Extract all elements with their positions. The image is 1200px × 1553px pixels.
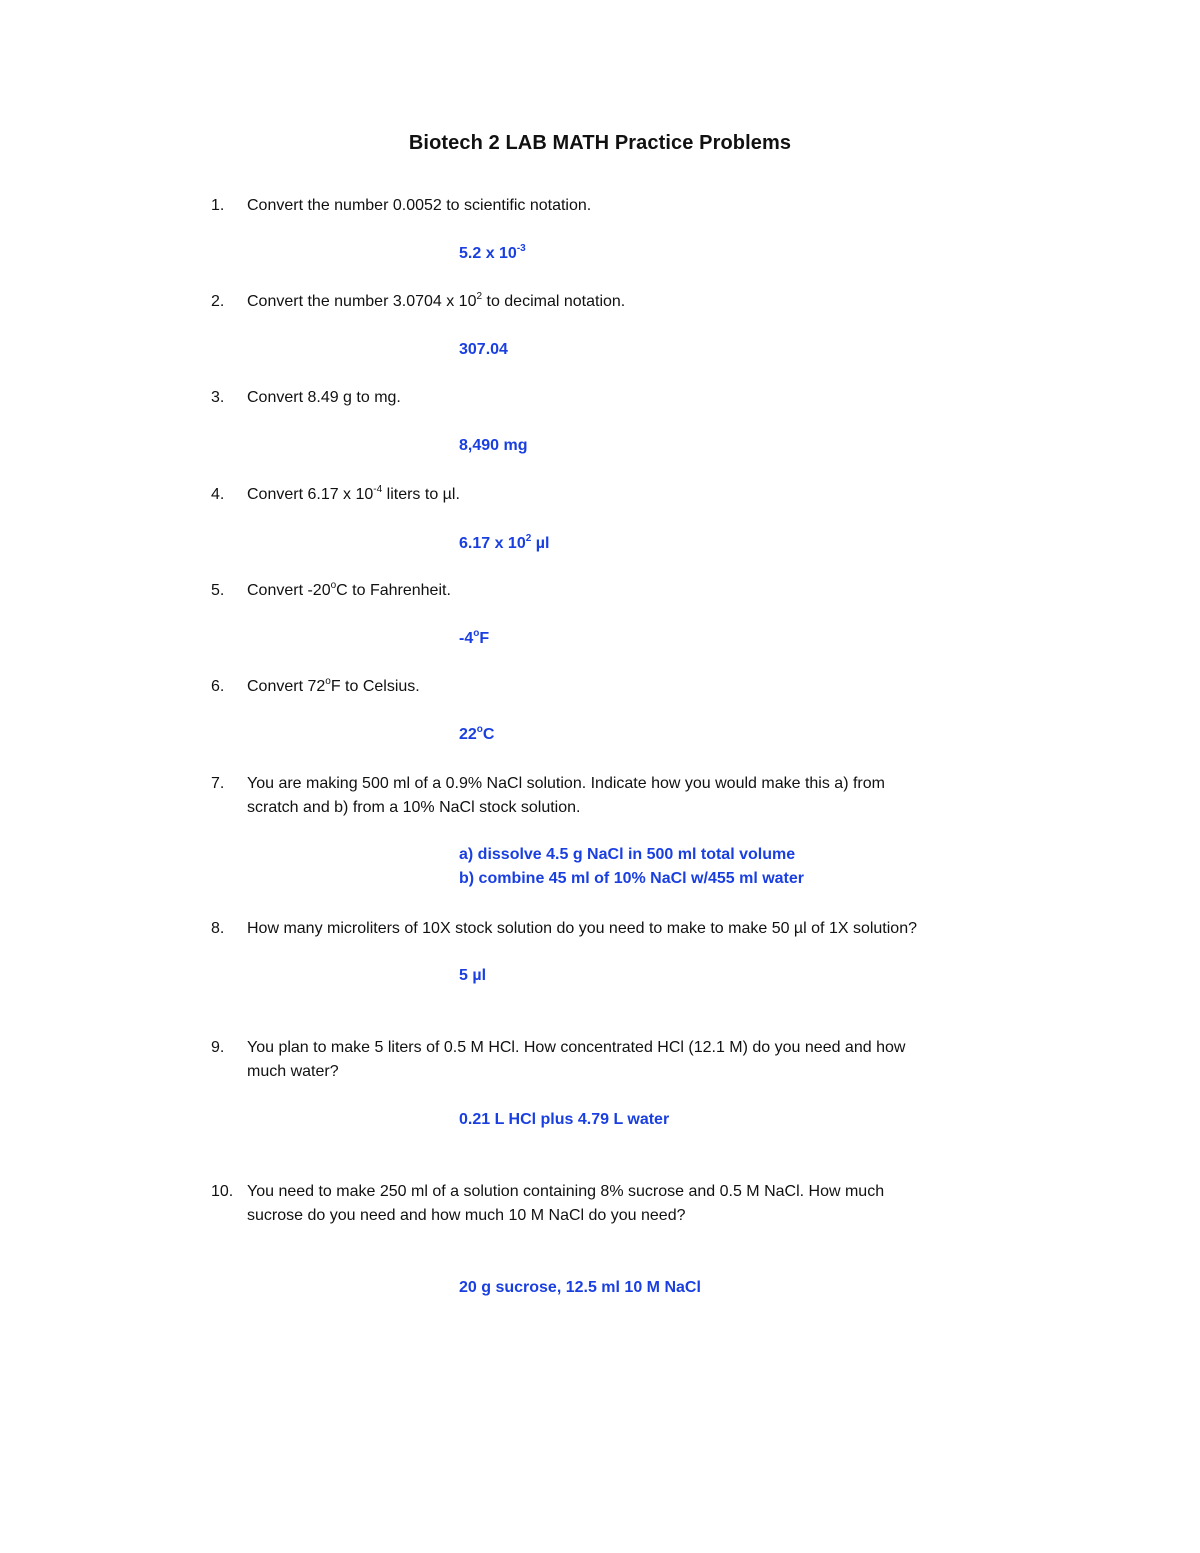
problem-7-answer-line-2: b) combine 45 ml of 10% NaCl w/455 ml water: [459, 870, 804, 887]
problem-9-question-line-1: You plan to make 5 liters of 0.5 M HCl. How concentrated HCl (12.1 M) do you need and how: [247, 1039, 906, 1056]
problem-8-number: 8.: [211, 920, 225, 937]
problem-2-question: Convert the number 3.0704 x $10^2$ to decimal notation.: [247, 290, 626, 310]
problem-10-answer: 20 g sucrose, 12.5 ml 10 M NaCl: [459, 1279, 701, 1296]
problem-5-question: Convert -20$^o$C to Fahrenheit.: [247, 579, 451, 599]
problem-10-question-line-2: sucrose do you need and how much 10 M NaCl do you need?: [247, 1207, 686, 1224]
problem-6-answer: 22$^o$C: [459, 723, 495, 743]
problem-7-answer-line-1: a) dissolve 4.5 g NaCl in 500 ml total volume: [459, 846, 796, 863]
problem-1-answer: 5.2 x $10^{-3}$: [459, 242, 526, 262]
problem-8-question: How many microliters of 10X stock solution do you need to make to make 50 µl of 1X solution?: [247, 920, 917, 937]
problem-1-number: 1.: [211, 197, 225, 214]
document-title: Biotech 2 LAB MATH Practice Problems: [408, 132, 792, 154]
problem-3-number: 3.: [211, 389, 225, 406]
problem-10-question-line-1: You need to make 250 ml of a solution containing 8% sucrose and 0.5 M NaCl. How much: [247, 1183, 885, 1200]
problem-9-number: 9.: [211, 1039, 225, 1056]
problem-7-question-line-1: You are making 500 ml of a 0.9% NaCl solution. Indicate how you would make this a) from: [247, 775, 885, 792]
problem-6-number: 6.: [211, 678, 225, 695]
problem-10-number: 10.: [211, 1183, 234, 1200]
problem-4-answer: 6.17 x $10^2$ µl: [459, 532, 550, 552]
problem-7-number: 7.: [211, 775, 225, 792]
problem-4-question: Convert 6.17 x $10^{-4}$ liters to µl.: [247, 483, 460, 503]
problem-3-answer: 8,490 mg: [459, 437, 528, 454]
problem-4-number: 4.: [211, 486, 225, 503]
problem-1-question: Convert the number 0.0052 to scientific notation.: [247, 197, 592, 214]
problem-5-answer: -4$^o$F: [459, 627, 490, 647]
problem-3-question: Convert 8.49 g to mg.: [247, 389, 401, 406]
problem-8-answer: 5 µl: [459, 967, 487, 984]
problem-2-number: 2.: [211, 293, 225, 310]
problem-6-question: Convert 72$^o$F to Celsius.: [247, 675, 420, 695]
problem-7-question-line-2: scratch and b) from a 10% NaCl stock solution.: [247, 799, 581, 816]
problem-9-answer: 0.21 L HCl plus 4.79 L water: [459, 1111, 670, 1128]
problem-9-question-line-2: much water?: [247, 1063, 339, 1080]
problem-2-answer: 307.04: [459, 341, 508, 358]
problem-5-number: 5.: [211, 582, 225, 599]
